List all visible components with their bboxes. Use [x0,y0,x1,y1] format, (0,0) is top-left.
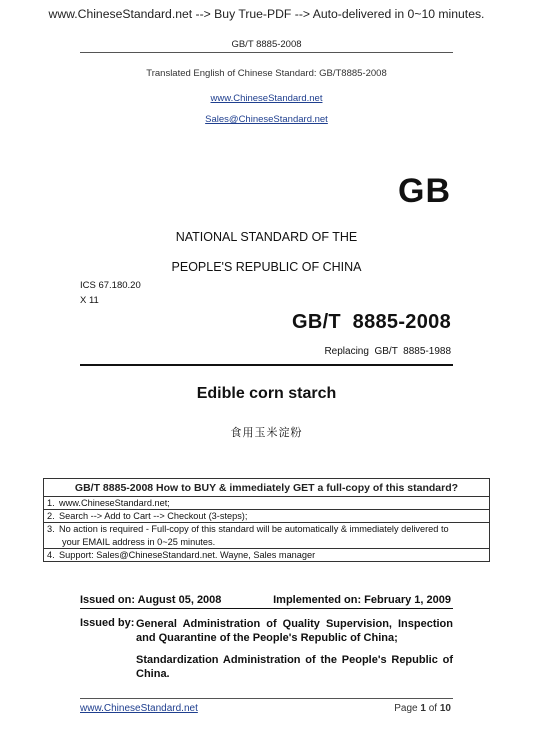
buy-step [44,497,489,509]
page-of: of [428,703,438,714]
issuer-aqsiq: General Administration of Quality Supervision, Inspection and Quarantine of the People's Republic of China; [136,618,453,644]
issued-date: Issued on: August 05, 2008 [80,594,222,606]
buy-steps-list [44,496,489,561]
page-number [394,703,451,714]
footer-rule [80,698,453,699]
issuer-sac: Standardization Administration of the People's Republic of China. [136,654,453,680]
buy-step-number: 4. [47,549,55,560]
buy-step-number: 3. [47,524,55,535]
issued-by-label: Issued by: [80,617,135,629]
national-standard-line1: NATIONAL STANDARD OF THE [175,230,358,244]
header-rule [80,52,453,53]
page-current: 1 [420,703,426,714]
buy-step [44,509,489,522]
top-banner: www.ChineseStandard.net --> Buy True-PDF --> Auto-delivered in 0~10 minutes. [48,7,485,21]
buy-step-text[interactable]: www.ChineseStandard.net; [59,498,170,508]
gb-mark: GB [398,172,451,210]
buy-step-text: No action is required - Full-copy of this standard will be automatically & immediately delivered to [59,524,449,535]
buy-instructions-box [43,478,490,562]
page-prefix: Page [394,703,418,714]
translated-note: Translated English of Chinese Standard: GB/T8885-2008 [146,68,387,79]
buy-step [44,522,489,547]
website-link[interactable]: www.ChineseStandard.net [210,93,323,104]
title-rule [80,364,453,366]
buy-step-continuation: your EMAIL address in 0~25 minutes. [62,536,216,547]
classification-code: X 11 [80,295,99,306]
standard-code: GB/T 8885-2008 [291,311,451,333]
title-english: Edible corn starch [196,385,337,402]
email-link-row [0,109,533,127]
implemented-date: Implemented on: February 1, 2009 [273,594,451,606]
email-link[interactable]: Sales@ChineseStandard.net [205,114,328,125]
buy-step-number: 2. [47,511,55,522]
title-chinese: 食用玉米淀粉 [230,427,303,439]
national-standard-line2: PEOPLE'S REPUBLIC OF CHINA [171,260,362,274]
dates-rule [80,608,453,609]
buy-step-number: 1. [47,498,55,508]
page-total: 10 [439,703,451,714]
buy-box-heading: GB/T 8885-2008 How to BUY & immediately GET a full-copy of this standard? [74,482,459,494]
buy-step-text: Search --> Add to Cart --> Checkout (3-steps); [59,511,248,522]
ics-code: ICS 67.180.20 [80,280,141,291]
header-standard-code: GB/T 8885-2008 [231,39,302,50]
buy-step-text: Support: Sales@ChineseStandard.net. Wayne, Sales manager [59,549,316,560]
buy-step [44,548,489,561]
replacing-note: Replacing GB/T 8885-1988 [324,346,451,357]
website-link-row [0,88,533,106]
footer-website-link[interactable]: www.ChineseStandard.net [80,703,198,714]
